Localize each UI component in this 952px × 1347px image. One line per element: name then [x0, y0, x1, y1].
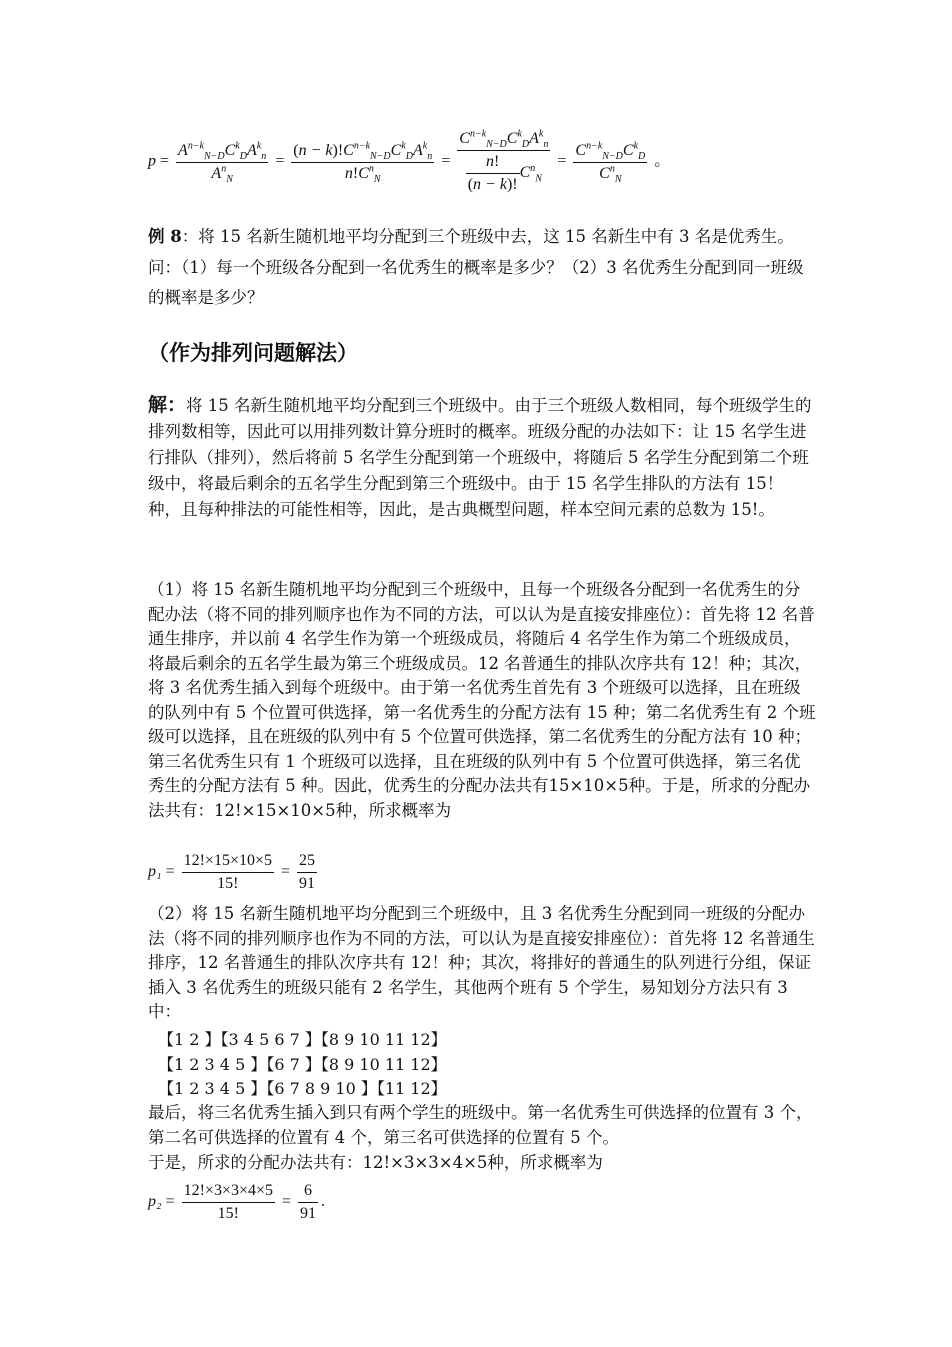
- p2-fraction: [182, 1180, 275, 1225]
- partition-option-1: 【1 2 】【3 4 5 6 7 】【8 9 10 11 12】: [158, 1030, 447, 1049]
- p2-lhs: p₂: [148, 1193, 162, 1211]
- formula-p2: p₂ = $\frac{12!\times 3\times 3\times 4\times 5}{15!}$ = $\frac{6}{91}$ .: [148, 1180, 325, 1225]
- formula-probability-general: p = $\frac{A^{n-k}_{N-D}C^k_DA^k_n}{A^n_N}$ = $\frac{(n - k)!C^{n-k}_{N-D}C^k_DA^k_n}{n!C^n_N}$ = $C^{n-k}_{N-D}C^k_DA^k_n$ $\frac{n!}{(n - k)!}$ $C^n_N$ = $\frac{C^{n-k}_{N-D}C^k_D}{C^n_N}$ 。: [148, 128, 670, 196]
- p1-numerator: 12!×15×10×5: [182, 850, 274, 873]
- solution-label: 解：: [148, 394, 187, 416]
- part2-paragraph: （2）将 15 名新生随机地平均分配到三个班级中，且 3 名优秀生分配到同一班级的分配办法（将不同的排列顺序也作为不同的方法，可以认为是直接安排座位）：首先将 12 名普通生排序，12 名普通生的排队次序共有 12！种；其次，将排好的普通生的队列进行分组，保证插入 3 名优秀生的班级只能有 2 名学生，其他两个班有 5 个学生，易知划分方法只有 3 中：: [148, 904, 815, 1021]
- p2-denominator: 15!: [217, 1205, 239, 1222]
- p2-result: [298, 1180, 318, 1225]
- example-label: 例 8: [148, 227, 182, 246]
- p2-result-denominator: 91: [300, 1205, 317, 1222]
- p1-fraction: [182, 850, 274, 895]
- part2-conclusion-line: 于是，所求的分配办法共有：12!×3×3×4×5种，所求概率为: [148, 1153, 603, 1172]
- formula-fraction-2: $\frac{(n - k)!C^{n-k}_{N-D}C^k_DA^k_n}{n!C^n_N}$: [293, 140, 433, 185]
- section-heading: （作为排列问题解法）: [148, 340, 358, 365]
- p1-result-numerator: 25: [297, 850, 317, 873]
- part2-after-paragraph: 最后，将三名优秀生插入到只有两个学生的班级中。第一名优秀生可供选择的位置有 3 个，第二名可供选择的位置有 4 个，第三名可供选择的位置有 5 个。: [148, 1103, 813, 1147]
- p2-numerator: 12!×3×3×4×5: [182, 1180, 275, 1203]
- part1-paragraph: （1）将 15 名新生随机地平均分配到三个班级中，且每一个班级各分配到一名优秀生的分配办法（将不同的排列顺序也作为不同的方法，可以认为是直接安排座位）：首先将 12 名普通生排序，并以前 4 名学生作为第一个班级成员，将随后 4 名学生作为第二个班级成员，将最后剩余的五名学生最为第三个班级成员。12 名普通生的排队次序共有 12！种；其次，将 3 名优秀生插入到每个班级中。由于第一名优秀生首先有 3 个班级可以选择，且在班级的队列中有 5 个位置可供选择，第一名优秀生的分配方法有 15 种；第二名优秀生有 2 个班级可以选择，且在班级的队列中有 5 个位置可供选择，第二名优秀生的分配方法有 10 种；第三名优秀生只有 1 个班级可以选择，且在班级的队列中有 5 个位置可供选择，第三名优秀生的分配方法有 5 种。因此，优秀生的分配办法共有15×10×5种。于是，所求的分配办法共有：12!×15×10×5种，所求概率为: [148, 580, 816, 820]
- formula-fraction-1: $\frac{A^{n-k}_{N-D}C^k_DA^k_n}{A^n_N}$: [178, 140, 267, 185]
- solution-paragraph: [148, 392, 816, 523]
- partition-option-3: 【1 2 3 4 5 】【6 7 8 9 10 】【11 12】: [158, 1079, 447, 1098]
- partition-list: [158, 1028, 447, 1102]
- p1-denominator: 15!: [217, 875, 239, 892]
- p1-lhs: p₁: [148, 863, 162, 881]
- solution-text: 将 15 名新生随机地平均分配到三个班级中。由于三个班级人数相同，每个班级学生的排列数相等，因此可以用排列数计算分班时的概率。班级分配的办法如下：让 15 名学生进行排队（排列），然后将前 5 名学生分配到第一个班级中，将随后 5 名学生分配到第二个班级中，将最后剩余的五名学生分配到第三个班级中。由于 15 名学生排队的方法有 15！种，且每种排法的可能性相等，因此，是古典概型问题，样本空间元素的总数为 15!。: [148, 396, 812, 519]
- formula-end-mark: 。: [654, 152, 671, 170]
- formula-lhs: p: [148, 152, 156, 170]
- formula-fraction-4: $\frac{C^{n-k}_{N-D}C^k_D}{C^n_N}$: [575, 140, 646, 185]
- formula-p1: p₁ = $\frac{12!\times 15\times 10\times 5}{15!}$ = $\frac{25}{91}$: [148, 850, 320, 895]
- p2-end-mark: .: [321, 1193, 326, 1211]
- formula-fraction-3: $C^{n-k}_{N-D}C^k_DA^k_n$ $\frac{n!}{(n - k)!}$ $C^n_N$: [459, 128, 549, 193]
- p1-result: [297, 850, 317, 895]
- p1-result-denominator: 91: [299, 875, 316, 892]
- example-8-paragraph: [148, 222, 816, 314]
- example-text: ：将 15 名新生随机地平均分配到三个班级中去，这 15 名新生中有 3 名是优秀生。问：（1）每一个班级各分配到一名优秀生的概率是多少？（2）3 名优秀生分配到同一班级的概率是多少？: [148, 227, 804, 307]
- partition-option-2: 【1 2 3 4 5 】【6 7 】【8 9 10 11 12】: [158, 1054, 447, 1074]
- p2-result-numerator: 6: [298, 1180, 318, 1203]
